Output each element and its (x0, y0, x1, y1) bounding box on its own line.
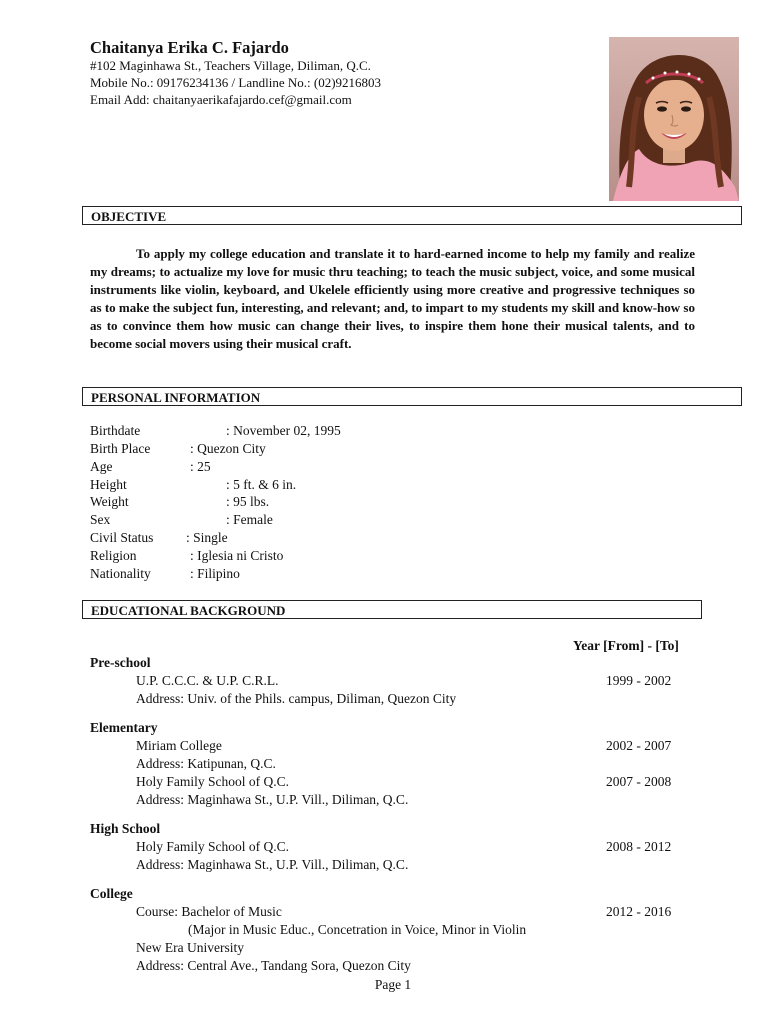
info-label: Weight (90, 494, 129, 509)
edu-address: Address: Maginhawa St., U.P. Vill., Diliman, Q.C. (136, 792, 409, 807)
portrait-image (609, 37, 739, 201)
edu-level-highschool: High School (90, 821, 161, 836)
info-value: : Single (186, 530, 228, 545)
objective-heading: OBJECTIVE (82, 206, 742, 225)
objective-text: To apply my college education and translate it to hard-earned income to help my family and realize my dreams; to actualize my love for music thru teaching; to teach the music subject, voice, and some musical instruments like violin, keyboard, and Ukelele efficiently using more creative and progressive techniques so as to make the subject fun, interesting, and relevant; and, to impart to my students my skill and know-how so as to convince them how music can change their lives, to inspire them hone their musical talents, and to become social movers using their musical craft. (90, 246, 695, 351)
edu-school: U.P. C.C.C. & U.P. C.R.L. (136, 673, 279, 688)
address-line: #102 Maginhawa St., Teachers Village, Diliman, Q.C. (90, 58, 371, 73)
page-footer (0, 977, 768, 993)
info-label: Birth Place (90, 441, 151, 456)
info-label: Religion (90, 548, 137, 563)
info-value: : 5 ft. & 6 in. (226, 477, 297, 492)
info-value: : November 02, 1995 (226, 423, 341, 438)
edu-year: 1999 - 2002 (606, 673, 672, 688)
edu-school: New Era University (136, 940, 244, 955)
page-number: Page 1 (374, 977, 412, 992)
edu-level-college: College (90, 886, 133, 901)
edu-school: Miriam College (136, 738, 222, 753)
edu-school: Holy Family School of Q.C. (136, 839, 290, 854)
edu-course: Course: Bachelor of Music (136, 904, 282, 919)
edu-year: 2012 - 2016 (606, 904, 672, 919)
info-value: : 25 (190, 459, 211, 474)
applicant-name: Chaitanya Erika C. Fajardo (90, 38, 289, 57)
edu-major: (Major in Music Educ., Concetration in Voice, Minor in Violin (188, 922, 527, 937)
info-label: Nationality (90, 566, 151, 581)
edu-address: Address: Univ. of the Phils. campus, Diliman, Quezon City (136, 691, 457, 706)
phone-line: Mobile No.: 09176234136 / Landline No.: (02)9216803 (90, 75, 382, 90)
edu-year: 2008 - 2012 (606, 839, 672, 854)
educational-background-heading: EDUCATIONAL BACKGROUND (82, 600, 702, 619)
edu-year: 2007 - 2008 (606, 774, 672, 789)
info-label: Height (90, 477, 127, 492)
year-column-header: Year [From] - [To] (573, 638, 679, 653)
objective-paragraph (90, 245, 695, 352)
info-label: Birthdate (90, 423, 141, 438)
info-label: Sex (90, 512, 111, 527)
edu-address: Address: Katipunan, Q.C. (136, 756, 276, 771)
email-line: Email Add: chaitanyaerikafajardo.cef@gmail.com (90, 92, 352, 107)
info-value: : Quezon City (190, 441, 266, 456)
info-label: Civil Status (90, 530, 154, 545)
info-value: : Female (226, 512, 273, 527)
info-value: : Iglesia ni Cristo (190, 548, 284, 563)
info-label: Age (90, 459, 113, 474)
edu-address: Address: Maginhawa St., U.P. Vill., Diliman, Q.C. (136, 857, 409, 872)
edu-year: 2002 - 2007 (606, 738, 672, 753)
info-value: : Filipino (190, 566, 240, 581)
applicant-photo (609, 37, 739, 201)
edu-address: Address: Central Ave., Tandang Sora, Quezon City (136, 958, 411, 973)
edu-school: Holy Family School of Q.C. (136, 774, 290, 789)
edu-level-preschool: Pre-school (90, 655, 151, 670)
edu-level-elementary: Elementary (90, 720, 158, 735)
info-value: : 95 lbs. (226, 494, 270, 509)
personal-information-heading: PERSONAL INFORMATION (82, 387, 742, 406)
